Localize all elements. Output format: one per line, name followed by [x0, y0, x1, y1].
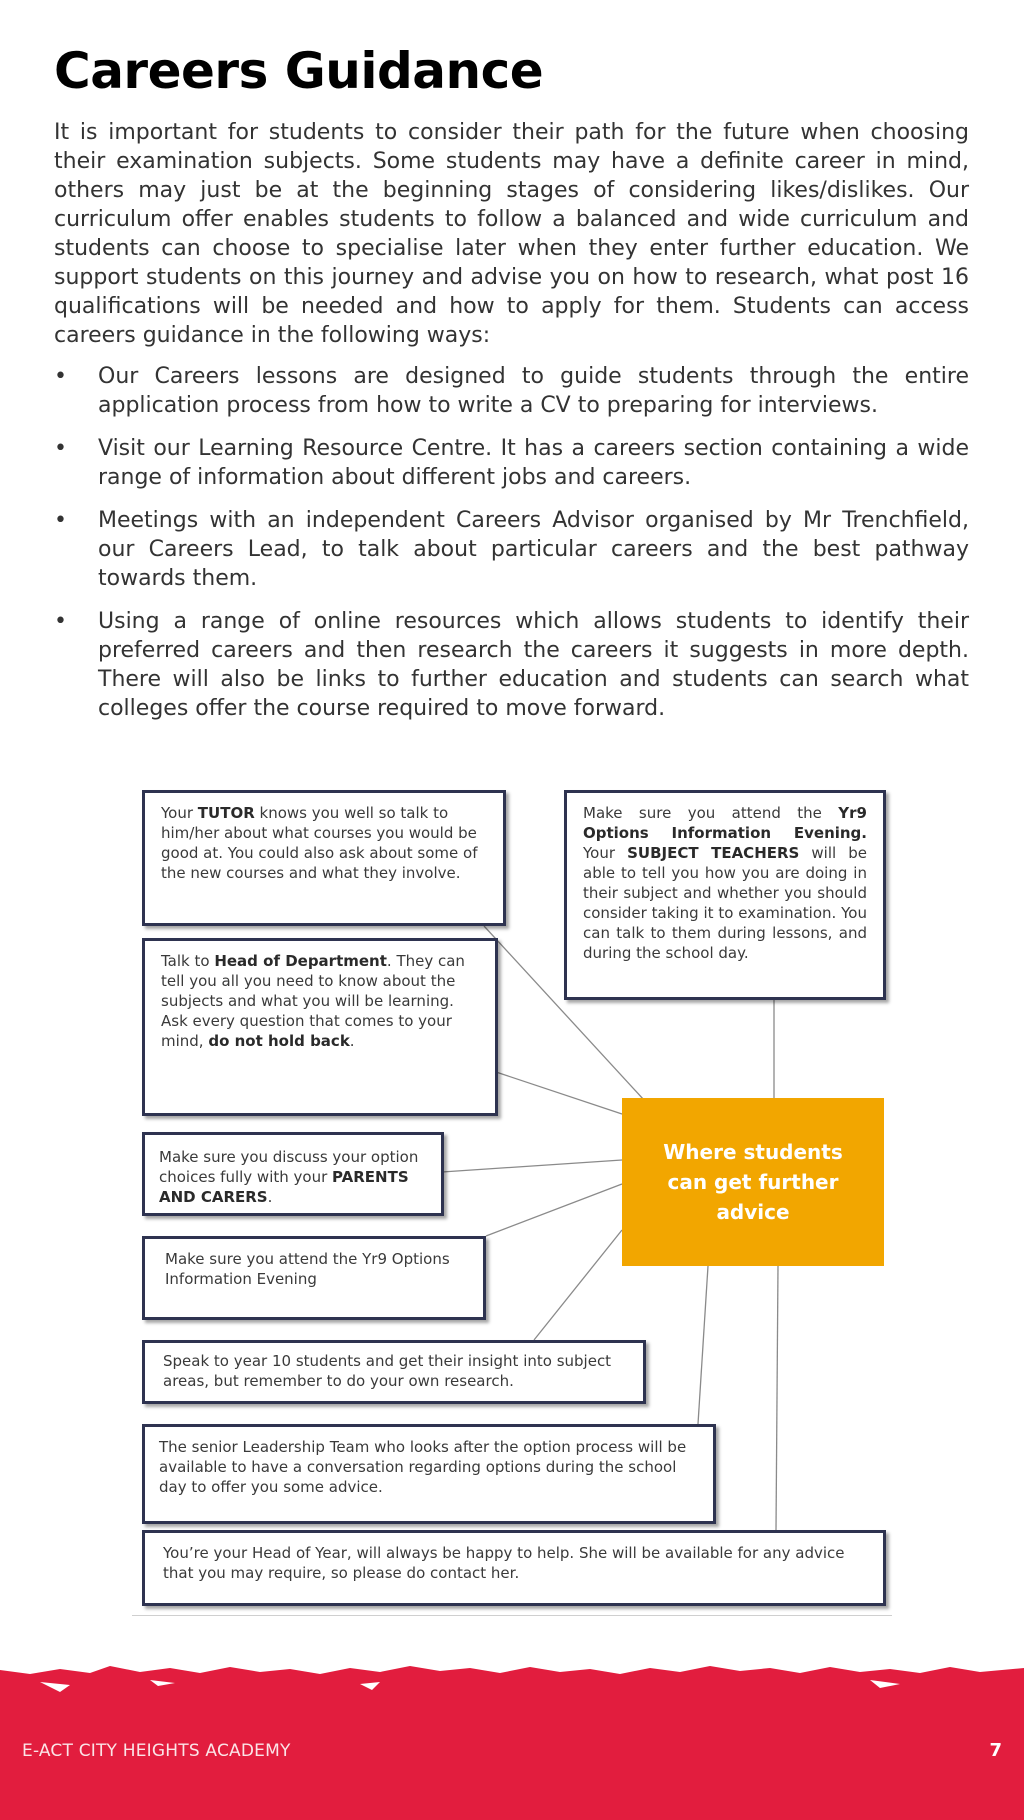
options-evening-highlight: Yr9 Options Information Evening. — [583, 804, 867, 842]
slt-box: The senior Leadership Team who looks after the option process will be available to have a conversation regarding options during the school day to offer you some advice. — [142, 1424, 716, 1524]
head-of-department-box — [142, 938, 498, 1116]
year10-box: Speak to year 10 students and get their insight into subject areas, but remember to do your own research. — [142, 1340, 646, 1404]
torn-edge-band — [0, 1660, 1024, 1820]
bullet-icon: • — [54, 364, 67, 389]
hod-text: Talk to — [161, 952, 215, 970]
hod-text-end: . — [349, 1032, 355, 1050]
hod-highlight: Head of Department — [214, 952, 387, 970]
options-evening-box: Make sure you attend the Yr9 Options Information Evening — [142, 1236, 486, 1320]
hod-emphasis: do not hold back — [208, 1032, 350, 1050]
connector-options-evening — [486, 1184, 622, 1236]
connector-slt — [698, 1266, 708, 1424]
page-title: Careers Guidance — [54, 42, 544, 100]
list-item — [54, 506, 969, 593]
hod-text-2: . They can tell you all you need to know about the subjects and what you will be learning. Ask every question that comes to your mind, — [161, 952, 465, 1050]
list-item-text: Using a range of online resources which allows students to identify their preferred careers and then research the careers it suggests in more depth. There will also be links to further education and students can search what colleges offer the course required to move forward. — [98, 609, 969, 721]
tutor-box — [142, 790, 506, 926]
bullet-icon: • — [54, 609, 67, 634]
list-item-text: Our Careers lessons are designed to guide students through the entire application process from how to write a CV to preparing for interviews. — [98, 364, 969, 418]
tutor-highlight: TUTOR — [197, 804, 255, 822]
advice-diagram — [132, 782, 894, 1617]
connector-head-of-department — [496, 1072, 622, 1114]
diagram-divider — [132, 1615, 892, 1616]
tutor-text: Your — [161, 804, 198, 822]
head-of-year-box: You’re your Head of Year, will always be happy to help. She will be available for any advice that you may require, so please do contact her. — [142, 1530, 886, 1606]
footer-school-name: E-ACT CITY HEIGHTS ACADEMY — [22, 1741, 291, 1761]
list-item — [54, 362, 969, 420]
parents-highlight: PARENTS AND CARERS — [159, 1168, 409, 1206]
list-item — [54, 607, 969, 723]
parents-box — [142, 1132, 444, 1216]
list-item — [54, 434, 969, 492]
list-item-text: Meetings with an independent Careers Advisor organised by Mr Trenchfield, our Careers Lead, to talk about particular careers and the best pathway towards them. — [98, 508, 969, 591]
bullet-icon: • — [54, 508, 67, 533]
subject-teachers-text-rest: will be able to tell you how you are doing in their subject and whether you should consider taking it to examination. You can talk to them during lessons, and during the school day. — [583, 844, 867, 962]
connector-head-of-year — [776, 1266, 778, 1530]
parents-text-end: . — [267, 1188, 273, 1206]
connector-year10 — [534, 1230, 622, 1340]
tutor-text-rest: knows you well so talk to him/her about what courses you would be good at. You could also ask about some of the new courses and what they involve. — [161, 804, 478, 882]
connector-parents — [442, 1160, 622, 1172]
central-advice-box: Where students can get further advice — [622, 1098, 884, 1266]
subject-teachers-text: Make sure you attend the — [583, 804, 839, 822]
subject-teachers-highlight: SUBJECT TEACHERS — [627, 844, 800, 862]
bullet-icon: • — [54, 436, 67, 461]
subject-teachers-box — [564, 790, 886, 1000]
list-item-text: Visit our Learning Resource Centre. It has a careers section containing a wide range of information about different jobs and careers. — [98, 436, 969, 490]
footer-band — [0, 1660, 1024, 1820]
page-number: 7 — [989, 1740, 1002, 1761]
guidance-list — [54, 362, 969, 737]
intro-paragraph: It is important for students to consider their path for the future when choosing their examination subjects. Some students may have a definite career in mind, others may just be at the beginning stages of considering likes/dislikes. Our curriculum offer enables students to follow a balanced and wide curriculum and students can choose to specialise later when they enter further education. We support students on this journey and advise you on how to research, what post 16 qualifications will be needed and how to apply for them. Students can access careers guidance in the following ways: — [54, 120, 969, 348]
parents-text: Make sure you discuss your option choices fully with your — [159, 1148, 419, 1186]
subject-teachers-text-2: Your — [583, 844, 628, 862]
